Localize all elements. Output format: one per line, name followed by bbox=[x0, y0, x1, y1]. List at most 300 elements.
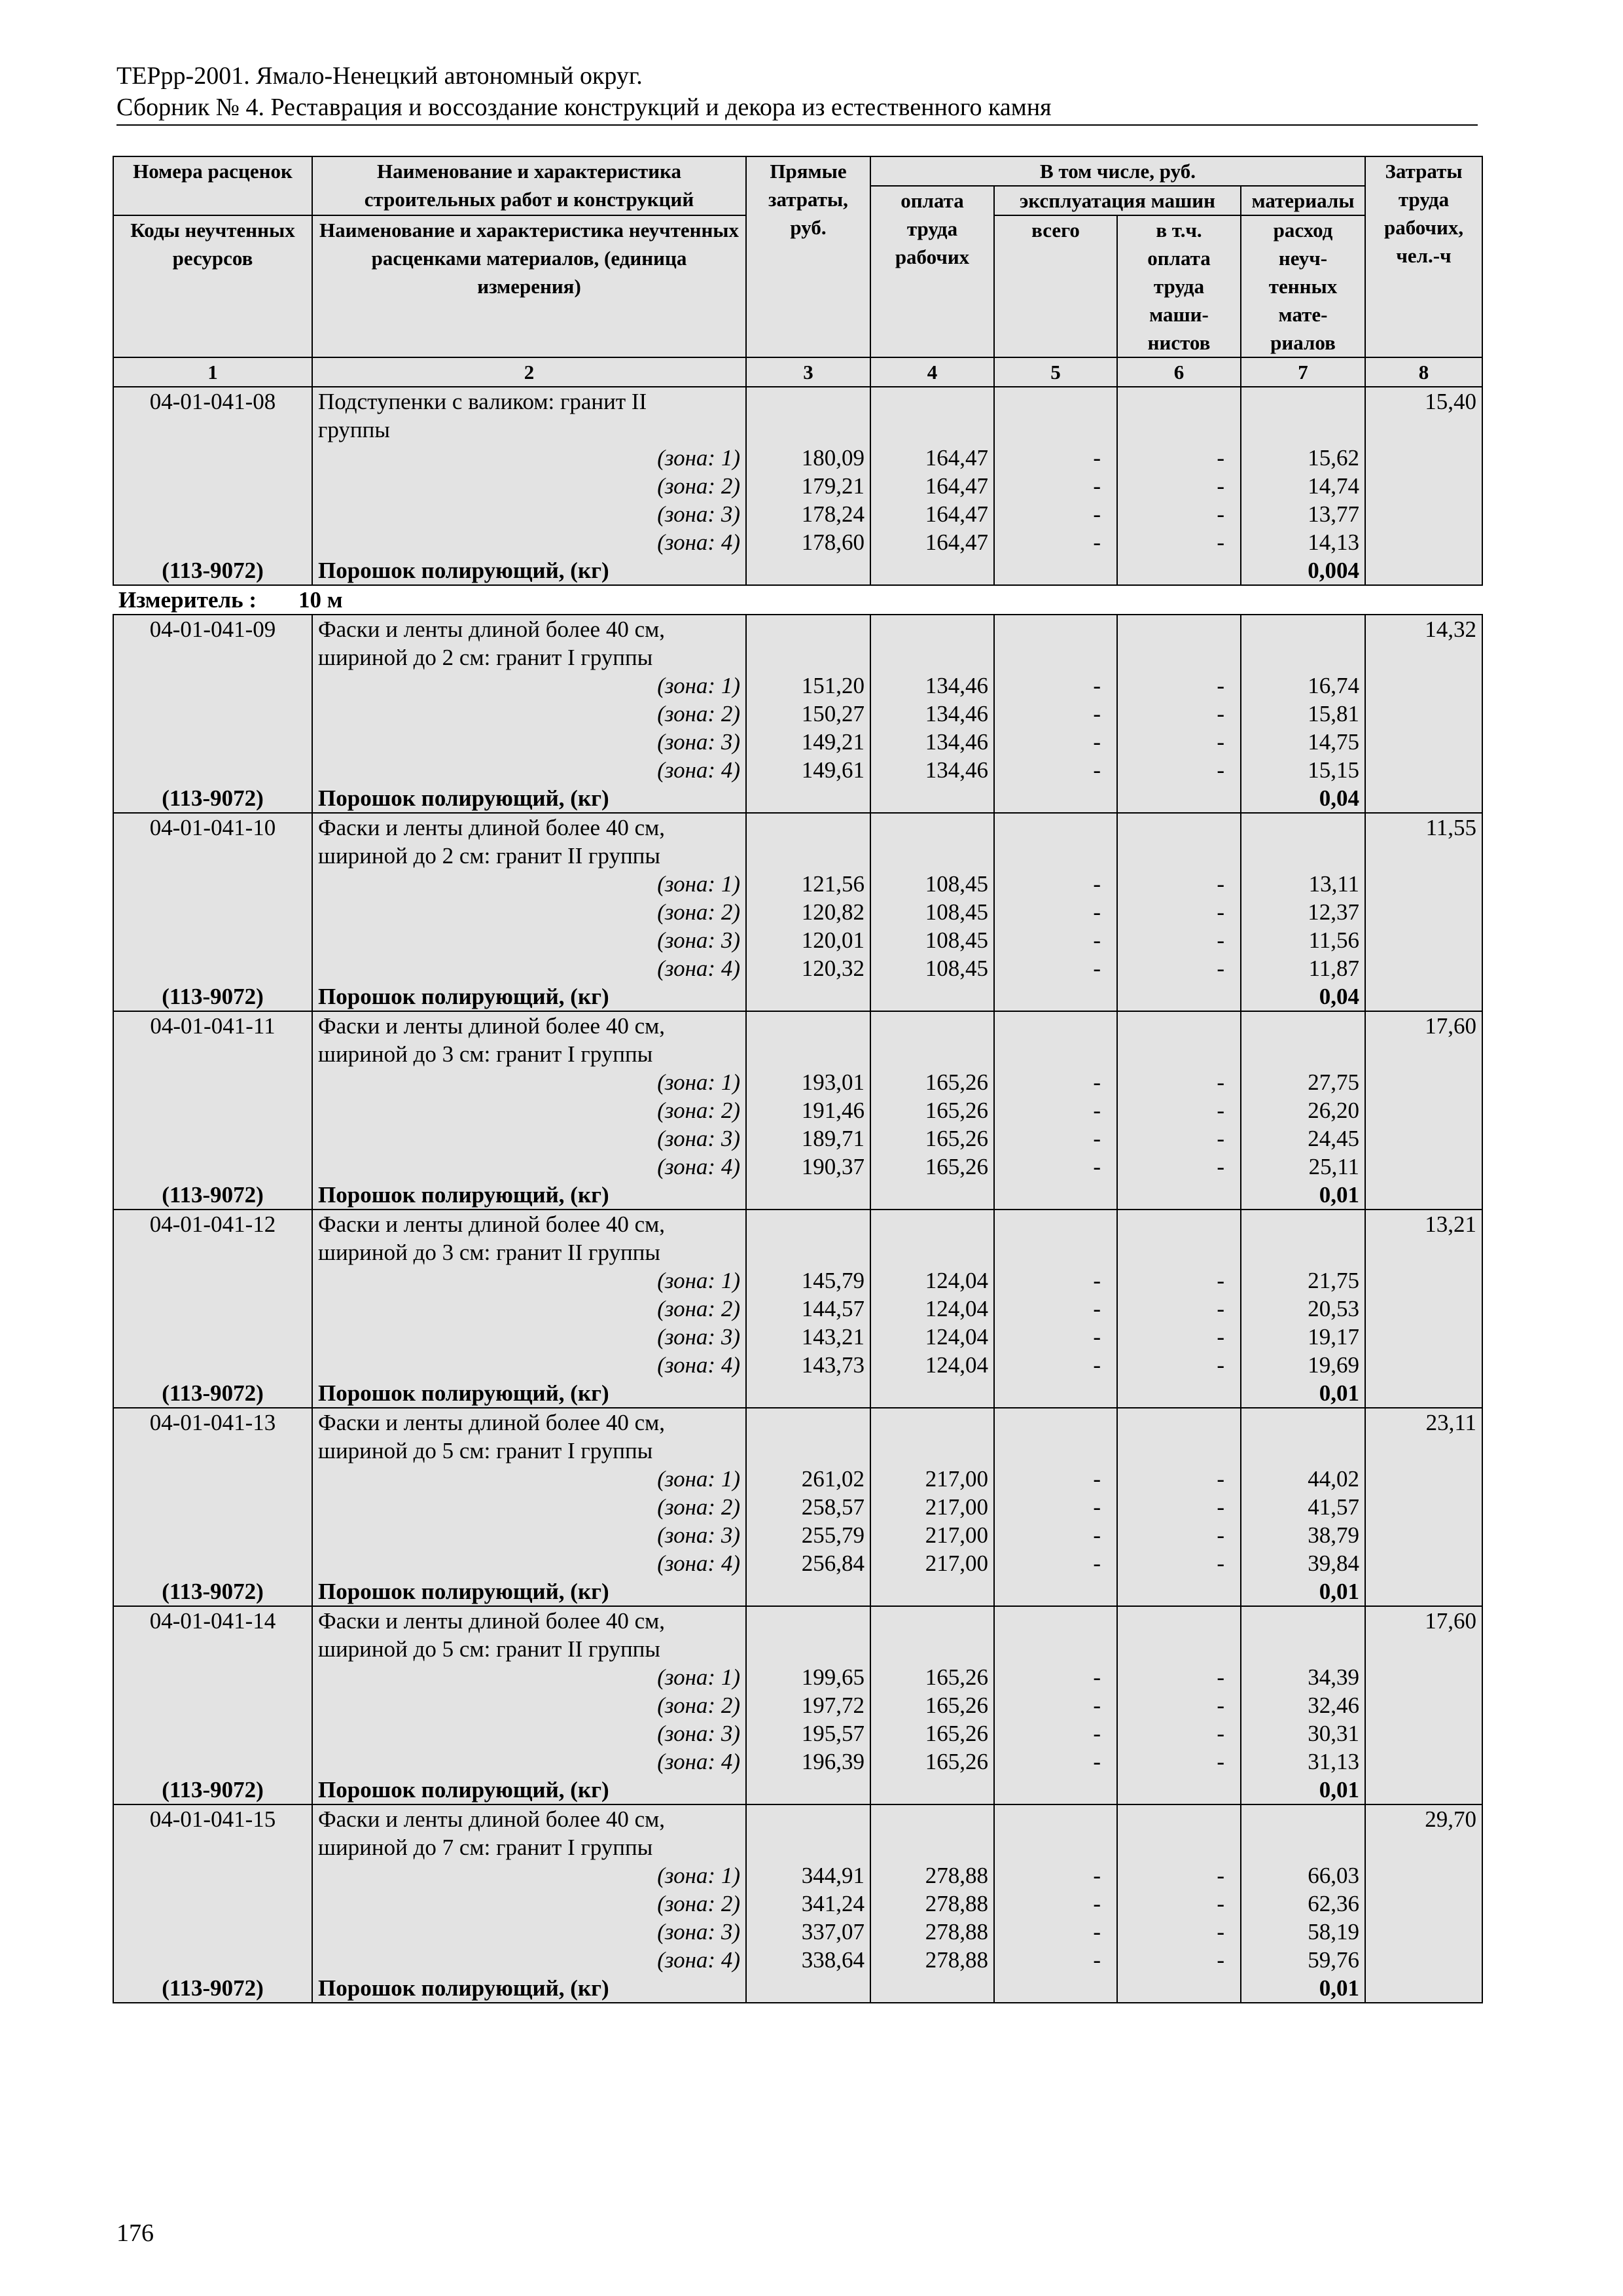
empty-cell bbox=[113, 416, 312, 444]
meter-label: Измеритель : bbox=[118, 587, 257, 613]
wage-cost: 124,04 bbox=[870, 1323, 994, 1351]
empty-cell bbox=[870, 1635, 994, 1663]
empty-cell bbox=[1365, 1266, 1482, 1295]
table-header bbox=[113, 156, 1482, 387]
rate-description: шириной до 3 см: гранит I группы bbox=[312, 1040, 746, 1068]
empty-cell bbox=[1365, 1918, 1482, 1946]
empty-cell bbox=[113, 1323, 312, 1351]
meter-value: 10 м bbox=[298, 587, 343, 613]
wage-cost: 108,45 bbox=[870, 926, 994, 954]
empty-cell bbox=[1365, 756, 1482, 784]
machine-cost: - bbox=[994, 1890, 1117, 1918]
empty-cell bbox=[1241, 643, 1365, 672]
direct-cost: 143,21 bbox=[746, 1323, 870, 1351]
material-cost: 11,87 bbox=[1241, 954, 1365, 982]
machine-cost: - bbox=[994, 1861, 1117, 1890]
empty-cell bbox=[1365, 1437, 1482, 1465]
machine-wage: - bbox=[1117, 444, 1241, 472]
empty-cell bbox=[1241, 1040, 1365, 1068]
machine-cost: - bbox=[994, 1691, 1117, 1719]
empty-cell bbox=[113, 756, 312, 784]
resource-row bbox=[113, 1379, 1482, 1408]
empty-cell bbox=[1117, 813, 1241, 842]
labor-cost: 29,70 bbox=[1365, 1804, 1482, 1833]
rate-description: Фаски и ленты длиной более 40 см, bbox=[312, 615, 746, 643]
material-cost: 13,77 bbox=[1241, 500, 1365, 528]
empty-cell bbox=[113, 1124, 312, 1153]
direct-cost: 180,09 bbox=[746, 444, 870, 472]
material-cost: 15,15 bbox=[1241, 756, 1365, 784]
machine-wage: - bbox=[1117, 1890, 1241, 1918]
empty-cell bbox=[1241, 416, 1365, 444]
machine-cost: - bbox=[994, 1295, 1117, 1323]
page-number: 176 bbox=[116, 2219, 154, 2247]
rate-row bbox=[113, 1011, 1482, 1040]
zone-label: (зона: 4) bbox=[312, 1946, 746, 1974]
empty-cell bbox=[1365, 1068, 1482, 1096]
empty-cell bbox=[1117, 1437, 1241, 1465]
direct-cost: 178,60 bbox=[746, 528, 870, 556]
header-rule bbox=[116, 124, 1478, 126]
zone-row bbox=[113, 472, 1482, 500]
resource-code: (113-9072) bbox=[113, 1379, 312, 1408]
zone-row bbox=[113, 1861, 1482, 1890]
wage-cost: 165,26 bbox=[870, 1068, 994, 1096]
zone-row bbox=[113, 528, 1482, 556]
machine-wage: - bbox=[1117, 756, 1241, 784]
empty-cell bbox=[1365, 556, 1482, 585]
empty-cell bbox=[1365, 1181, 1482, 1210]
empty-cell bbox=[113, 1890, 312, 1918]
machine-cost: - bbox=[994, 954, 1117, 982]
empty-cell bbox=[746, 1833, 870, 1861]
rate-row bbox=[113, 387, 1482, 416]
zone-label: (зона: 1) bbox=[312, 1068, 746, 1096]
empty-cell bbox=[870, 615, 994, 643]
empty-cell bbox=[994, 615, 1117, 643]
empty-cell bbox=[870, 556, 994, 585]
rate-code: 04-01-041-15 bbox=[113, 1804, 312, 1833]
rate-code: 04-01-041-12 bbox=[113, 1210, 312, 1238]
direct-cost: 256,84 bbox=[746, 1549, 870, 1577]
rate-row bbox=[113, 1238, 1482, 1266]
empty-cell bbox=[1117, 556, 1241, 585]
machine-wage: - bbox=[1117, 472, 1241, 500]
material-cost: 24,45 bbox=[1241, 1124, 1365, 1153]
wage-cost: 217,00 bbox=[870, 1549, 994, 1577]
material-cost: 62,36 bbox=[1241, 1890, 1365, 1918]
empty-cell bbox=[994, 1833, 1117, 1861]
rates-table bbox=[113, 156, 1483, 2003]
material-cost: 39,84 bbox=[1241, 1549, 1365, 1577]
zone-row bbox=[113, 1521, 1482, 1549]
resource-row bbox=[113, 1577, 1482, 1606]
empty-cell bbox=[113, 1437, 312, 1465]
wage-cost: 165,26 bbox=[870, 1748, 994, 1776]
empty-cell bbox=[113, 870, 312, 898]
material-cost: 21,75 bbox=[1241, 1266, 1365, 1295]
zone-label: (зона: 2) bbox=[312, 1691, 746, 1719]
resource-quantity: 0,01 bbox=[1241, 1181, 1365, 1210]
meter-row bbox=[113, 585, 1482, 615]
empty-cell bbox=[113, 444, 312, 472]
empty-cell bbox=[1365, 1521, 1482, 1549]
wage-cost: 134,46 bbox=[870, 672, 994, 700]
zone-row bbox=[113, 1465, 1482, 1493]
zone-row bbox=[113, 756, 1482, 784]
rate-row bbox=[113, 615, 1482, 643]
empty-cell bbox=[1365, 1379, 1482, 1408]
empty-cell bbox=[113, 1465, 312, 1493]
empty-cell bbox=[1365, 1351, 1482, 1379]
column-number-row bbox=[113, 357, 1482, 387]
empty-cell bbox=[1365, 898, 1482, 926]
machine-wage: - bbox=[1117, 728, 1241, 756]
empty-cell bbox=[1365, 1549, 1482, 1577]
machine-wage: - bbox=[1117, 1918, 1241, 1946]
empty-cell bbox=[113, 1238, 312, 1266]
empty-cell bbox=[1365, 1295, 1482, 1323]
direct-cost: 120,01 bbox=[746, 926, 870, 954]
material-cost: 14,13 bbox=[1241, 528, 1365, 556]
resource-name: Порошок полирующий, (кг) bbox=[312, 1776, 746, 1804]
machine-wage: - bbox=[1117, 1153, 1241, 1181]
empty-cell bbox=[113, 528, 312, 556]
empty-cell bbox=[113, 1748, 312, 1776]
empty-cell bbox=[1117, 842, 1241, 870]
machine-wage: - bbox=[1117, 700, 1241, 728]
wage-cost: 278,88 bbox=[870, 1918, 994, 1946]
empty-cell bbox=[1365, 1776, 1482, 1804]
empty-cell bbox=[870, 982, 994, 1011]
empty-cell bbox=[113, 898, 312, 926]
empty-cell bbox=[746, 416, 870, 444]
resource-code: (113-9072) bbox=[113, 784, 312, 813]
empty-cell bbox=[1365, 1465, 1482, 1493]
material-cost: 44,02 bbox=[1241, 1465, 1365, 1493]
rate-code: 04-01-041-11 bbox=[113, 1011, 312, 1040]
labor-cost: 11,55 bbox=[1365, 813, 1482, 842]
header-kody: Коды неучтенных ресурсов bbox=[113, 215, 312, 357]
empty-cell bbox=[994, 1635, 1117, 1663]
empty-cell bbox=[1241, 1238, 1365, 1266]
rate-row bbox=[113, 1040, 1482, 1068]
empty-cell bbox=[113, 1663, 312, 1691]
empty-cell bbox=[1241, 1804, 1365, 1833]
wage-cost: 164,47 bbox=[870, 472, 994, 500]
empty-cell bbox=[1365, 1040, 1482, 1068]
direct-cost: 120,32 bbox=[746, 954, 870, 982]
empty-cell bbox=[1117, 1974, 1241, 2003]
zone-label: (зона: 4) bbox=[312, 1153, 746, 1181]
material-cost: 14,74 bbox=[1241, 472, 1365, 500]
wage-cost: 134,46 bbox=[870, 756, 994, 784]
rate-row bbox=[113, 842, 1482, 870]
empty-cell bbox=[1365, 784, 1482, 813]
empty-cell bbox=[1241, 1635, 1365, 1663]
empty-cell bbox=[870, 1408, 994, 1437]
labor-cost: 17,60 bbox=[1365, 1606, 1482, 1635]
wage-cost: 164,47 bbox=[870, 500, 994, 528]
empty-cell bbox=[113, 1946, 312, 1974]
rate-description: Подступенки с валиком: гранит II bbox=[312, 387, 746, 416]
empty-cell bbox=[1365, 1153, 1482, 1181]
zone-row bbox=[113, 1068, 1482, 1096]
zone-row bbox=[113, 1323, 1482, 1351]
empty-cell bbox=[1117, 387, 1241, 416]
empty-cell bbox=[1365, 1890, 1482, 1918]
rate-code: 04-01-041-14 bbox=[113, 1606, 312, 1635]
empty-cell bbox=[994, 1040, 1117, 1068]
empty-cell bbox=[1365, 700, 1482, 728]
zone-label: (зона: 1) bbox=[312, 1861, 746, 1890]
rate-code: 04-01-041-08 bbox=[113, 387, 312, 416]
machine-cost: - bbox=[994, 500, 1117, 528]
empty-cell bbox=[113, 842, 312, 870]
empty-cell bbox=[1365, 444, 1482, 472]
empty-cell bbox=[870, 1606, 994, 1635]
empty-cell bbox=[746, 1437, 870, 1465]
header-line-1: ТЕРрр-2001. Ямало-Ненецкий автономный округ. bbox=[116, 62, 643, 90]
machine-wage: - bbox=[1117, 528, 1241, 556]
resource-name: Порошок полирующий, (кг) bbox=[312, 982, 746, 1011]
machine-cost: - bbox=[994, 1124, 1117, 1153]
header-vsego: всего bbox=[994, 215, 1117, 357]
empty-cell bbox=[994, 556, 1117, 585]
wage-cost: 108,45 bbox=[870, 954, 994, 982]
empty-cell bbox=[113, 1068, 312, 1096]
empty-cell bbox=[746, 1776, 870, 1804]
resource-code: (113-9072) bbox=[113, 982, 312, 1011]
direct-cost: 149,61 bbox=[746, 756, 870, 784]
rate-row bbox=[113, 643, 1482, 672]
rate-row bbox=[113, 1606, 1482, 1635]
material-cost: 66,03 bbox=[1241, 1861, 1365, 1890]
empty-cell bbox=[870, 1804, 994, 1833]
empty-cell bbox=[1117, 1635, 1241, 1663]
empty-cell bbox=[746, 387, 870, 416]
machine-wage: - bbox=[1117, 1719, 1241, 1748]
empty-cell bbox=[1365, 416, 1482, 444]
empty-cell bbox=[1365, 728, 1482, 756]
machine-wage: - bbox=[1117, 1549, 1241, 1577]
machine-wage: - bbox=[1117, 1351, 1241, 1379]
machine-cost: - bbox=[994, 1465, 1117, 1493]
wage-cost: 278,88 bbox=[870, 1861, 994, 1890]
empty-cell bbox=[113, 700, 312, 728]
header-vtch: в т.ч. оплата труда маши-нистов bbox=[1117, 215, 1241, 357]
wage-cost: 165,26 bbox=[870, 1124, 994, 1153]
machine-wage: - bbox=[1117, 1465, 1241, 1493]
empty-cell bbox=[994, 982, 1117, 1011]
empty-cell bbox=[1117, 784, 1241, 813]
zone-row bbox=[113, 444, 1482, 472]
empty-cell bbox=[1241, 1437, 1365, 1465]
machine-wage: - bbox=[1117, 1748, 1241, 1776]
empty-cell bbox=[1117, 1776, 1241, 1804]
zone-row bbox=[113, 672, 1482, 700]
direct-cost: 255,79 bbox=[746, 1521, 870, 1549]
machine-cost: - bbox=[994, 870, 1117, 898]
empty-cell bbox=[746, 1011, 870, 1040]
material-cost: 16,74 bbox=[1241, 672, 1365, 700]
zone-row bbox=[113, 870, 1482, 898]
empty-cell bbox=[1365, 842, 1482, 870]
empty-cell bbox=[994, 387, 1117, 416]
empty-cell bbox=[1365, 954, 1482, 982]
col-num-7: 7 bbox=[1241, 357, 1365, 387]
empty-cell bbox=[113, 1493, 312, 1521]
zone-row bbox=[113, 1549, 1482, 1577]
header-nomera: Номера расценок bbox=[113, 156, 312, 215]
rate-description: шириной до 2 см: гранит I группы bbox=[312, 643, 746, 672]
empty-cell bbox=[113, 926, 312, 954]
zone-label: (зона: 3) bbox=[312, 1719, 746, 1748]
rate-description: шириной до 7 см: гранит I группы bbox=[312, 1833, 746, 1861]
empty-cell bbox=[1365, 472, 1482, 500]
zone-row bbox=[113, 500, 1482, 528]
empty-cell bbox=[113, 1719, 312, 1748]
zone-row bbox=[113, 728, 1482, 756]
material-cost: 38,79 bbox=[1241, 1521, 1365, 1549]
empty-cell bbox=[994, 1210, 1117, 1238]
zone-row bbox=[113, 898, 1482, 926]
wage-cost: 165,26 bbox=[870, 1663, 994, 1691]
empty-cell bbox=[1241, 813, 1365, 842]
rate-description: шириной до 5 см: гранит II группы bbox=[312, 1635, 746, 1663]
machine-cost: - bbox=[994, 1323, 1117, 1351]
zone-label: (зона: 4) bbox=[312, 528, 746, 556]
empty-cell bbox=[870, 1181, 994, 1210]
wage-cost: 134,46 bbox=[870, 728, 994, 756]
empty-cell bbox=[113, 1295, 312, 1323]
machine-wage: - bbox=[1117, 1493, 1241, 1521]
direct-cost: 151,20 bbox=[746, 672, 870, 700]
empty-cell bbox=[1365, 1946, 1482, 1974]
empty-cell bbox=[1117, 1011, 1241, 1040]
table-body bbox=[113, 387, 1482, 2003]
empty-cell bbox=[113, 1521, 312, 1549]
empty-cell bbox=[1365, 672, 1482, 700]
empty-cell bbox=[1117, 1408, 1241, 1437]
empty-cell bbox=[113, 1040, 312, 1068]
wage-cost: 108,45 bbox=[870, 870, 994, 898]
resource-quantity: 0,01 bbox=[1241, 1379, 1365, 1408]
col-num-6: 6 bbox=[1117, 357, 1241, 387]
direct-cost: 145,79 bbox=[746, 1266, 870, 1295]
zone-row bbox=[113, 1493, 1482, 1521]
zone-label: (зона: 1) bbox=[312, 444, 746, 472]
empty-cell bbox=[746, 1804, 870, 1833]
header-ekspl: эксплуатация машин bbox=[994, 186, 1241, 215]
machine-wage: - bbox=[1117, 1124, 1241, 1153]
wage-cost: 124,04 bbox=[870, 1266, 994, 1295]
empty-cell bbox=[113, 672, 312, 700]
rate-description: Фаски и ленты длиной более 40 см, bbox=[312, 813, 746, 842]
direct-cost: 190,37 bbox=[746, 1153, 870, 1181]
empty-cell bbox=[746, 1577, 870, 1606]
machine-wage: - bbox=[1117, 672, 1241, 700]
header-zatraty: Затраты труда рабочих, чел.-ч bbox=[1365, 156, 1482, 357]
empty-cell bbox=[870, 1776, 994, 1804]
rate-description: Фаски и ленты длиной более 40 см, bbox=[312, 1210, 746, 1238]
zone-row bbox=[113, 1351, 1482, 1379]
machine-wage: - bbox=[1117, 870, 1241, 898]
empty-cell bbox=[1365, 926, 1482, 954]
empty-cell bbox=[870, 1833, 994, 1861]
rate-code: 04-01-041-10 bbox=[113, 813, 312, 842]
rate-row bbox=[113, 1635, 1482, 1663]
empty-cell bbox=[1117, 1804, 1241, 1833]
zone-label: (зона: 3) bbox=[312, 1323, 746, 1351]
machine-wage: - bbox=[1117, 926, 1241, 954]
labor-cost: 14,32 bbox=[1365, 615, 1482, 643]
empty-cell bbox=[1241, 1833, 1365, 1861]
empty-cell bbox=[1365, 1663, 1482, 1691]
resource-row bbox=[113, 1974, 1482, 2003]
zone-label: (зона: 4) bbox=[312, 954, 746, 982]
labor-cost: 15,40 bbox=[1365, 387, 1482, 416]
wage-cost: 124,04 bbox=[870, 1351, 994, 1379]
zone-row bbox=[113, 1890, 1482, 1918]
empty-cell bbox=[746, 784, 870, 813]
zone-row bbox=[113, 1748, 1482, 1776]
resource-code: (113-9072) bbox=[113, 1577, 312, 1606]
machine-cost: - bbox=[994, 1748, 1117, 1776]
resource-code: (113-9072) bbox=[113, 1974, 312, 2003]
machine-wage: - bbox=[1117, 500, 1241, 528]
empty-cell bbox=[1365, 643, 1482, 672]
empty-cell bbox=[746, 1238, 870, 1266]
rate-code: 04-01-041-13 bbox=[113, 1408, 312, 1437]
empty-cell bbox=[746, 1040, 870, 1068]
rate-description: Фаски и ленты длиной более 40 см, bbox=[312, 1804, 746, 1833]
empty-cell bbox=[113, 472, 312, 500]
material-cost: 12,37 bbox=[1241, 898, 1365, 926]
rate-code: 04-01-041-09 bbox=[113, 615, 312, 643]
empty-cell bbox=[1117, 615, 1241, 643]
material-cost: 20,53 bbox=[1241, 1295, 1365, 1323]
resource-row bbox=[113, 1776, 1482, 1804]
empty-cell bbox=[994, 1379, 1117, 1408]
rate-description: шириной до 2 см: гранит II группы bbox=[312, 842, 746, 870]
material-cost: 13,11 bbox=[1241, 870, 1365, 898]
empty-cell bbox=[1241, 615, 1365, 643]
machine-wage: - bbox=[1117, 1861, 1241, 1890]
empty-cell bbox=[1365, 1323, 1482, 1351]
empty-cell bbox=[1241, 1011, 1365, 1040]
machine-cost: - bbox=[994, 728, 1117, 756]
wage-cost: 278,88 bbox=[870, 1890, 994, 1918]
wage-cost: 124,04 bbox=[870, 1295, 994, 1323]
resource-name: Порошок полирующий, (кг) bbox=[312, 1577, 746, 1606]
empty-cell bbox=[1365, 500, 1482, 528]
col-num-4: 4 bbox=[870, 357, 994, 387]
empty-cell bbox=[870, 1238, 994, 1266]
zone-label: (зона: 3) bbox=[312, 500, 746, 528]
labor-cost: 13,21 bbox=[1365, 1210, 1482, 1238]
empty-cell bbox=[994, 1606, 1117, 1635]
wage-cost: 108,45 bbox=[870, 898, 994, 926]
col-num-1: 1 bbox=[113, 357, 312, 387]
empty-cell bbox=[870, 1040, 994, 1068]
empty-cell bbox=[1117, 982, 1241, 1011]
header-line-2: Сборник № 4. Реставрация и воссоздание конструкций и декора из естественного камня bbox=[116, 94, 1052, 121]
rate-row bbox=[113, 1210, 1482, 1238]
empty-cell bbox=[870, 813, 994, 842]
direct-cost: 178,24 bbox=[746, 500, 870, 528]
empty-cell bbox=[746, 1181, 870, 1210]
